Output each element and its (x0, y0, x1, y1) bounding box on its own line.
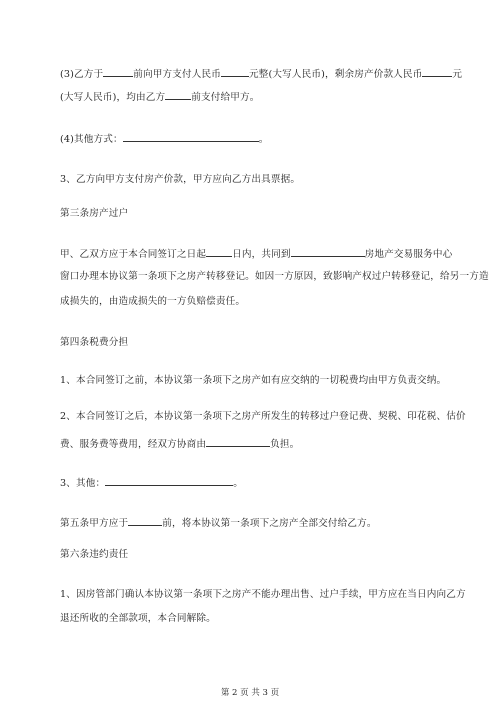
blank-field[interactable] (128, 515, 162, 526)
paragraph-receipt (60, 173, 440, 187)
text-segment: (3)乙方于 (60, 69, 104, 80)
blank-field[interactable] (105, 475, 233, 486)
paragraph-other-method (60, 131, 440, 147)
text-segment: 2、本合同签订之后，本协议第一条项下之房产所发生的转移过户登记费、契税、印花税、估价 (60, 411, 466, 422)
blank-field[interactable] (206, 436, 270, 447)
paragraph-transfer-cont2 (60, 295, 440, 309)
text-segment: 费、服务费等费用，经双方协商由 (60, 439, 207, 450)
text-segment: 前支付给甲方。 (191, 92, 260, 103)
section-heading-breach (60, 548, 440, 562)
page-number-footer: 第 2 页 共 3 页 (220, 688, 280, 698)
blank-field[interactable] (206, 246, 232, 257)
paragraph-payment-3-cont (60, 89, 440, 105)
text-segment: 。 (258, 134, 269, 145)
text-segment: 元 (452, 69, 463, 80)
text-segment: 1、因房管部门确认本协议第一条项下之房产不能办理出售、过户手续，甲方应在当日内向乙方 (60, 589, 466, 600)
paragraph-tax-3 (60, 475, 440, 491)
section-heading: 第四条税费分担 (60, 337, 129, 348)
section-heading-delivery (60, 515, 440, 531)
text-segment: 房地产交易服务中心 (364, 249, 453, 260)
text-segment: 元整(大写人民币)，剩余房产价款人民币 (248, 69, 423, 80)
blank-field[interactable] (422, 66, 452, 77)
blank-field[interactable] (165, 89, 191, 100)
paragraph-transfer (60, 246, 453, 262)
blank-field[interactable] (221, 66, 249, 77)
text-segment: 前向甲方支付人民币 (133, 69, 221, 80)
section-heading-tax (60, 336, 440, 350)
text-segment: 前，将本协议第一条项下之房产全部交付给乙方。 (162, 518, 377, 529)
text-segment: 日内，共同到 (232, 249, 291, 260)
section-heading: 第三条房产过户 (60, 208, 129, 219)
text-segment: 1、本合同签订之前，本协议第一条项下之房产如有应交纳的一切税费均由甲方负责交纳。 (60, 375, 447, 386)
text-segment: 甲、乙双方应于本合同签订之日起 (60, 249, 207, 260)
text-segment: 。 (233, 478, 243, 489)
text-segment: 负担。 (270, 439, 300, 450)
text-segment: 退还所收的全部款项，本合同解除。 (60, 613, 216, 624)
section-heading: 第六条违约责任 (60, 549, 129, 560)
blank-field[interactable] (291, 246, 365, 257)
blank-field[interactable] (123, 131, 259, 142)
paragraph-tax-2 (60, 410, 466, 424)
text-segment: 3、其他： (60, 478, 106, 489)
text-segment: 第五条甲方应于 (60, 518, 129, 529)
paragraph-tax-1 (60, 374, 447, 388)
text-segment: 3、乙方向甲方支付房产价款，甲方应向乙方出具票据。 (60, 174, 301, 185)
paragraph-tax-2-cont (60, 436, 440, 452)
text-segment: (4)其他方式： (60, 134, 123, 145)
paragraph-payment-3 (60, 66, 463, 82)
blank-field[interactable] (103, 66, 133, 77)
text-segment: 成损失的，由造成损失的一方负赔偿责任。 (60, 296, 246, 307)
paragraph-breach-1-cont (60, 612, 440, 626)
text-segment: 窗口办理本协议第一条项下之房产转移登记。如因一方原因，致影响产权过户转移登记，给另一方造 (60, 271, 489, 282)
paragraph-breach-1 (60, 588, 466, 602)
section-heading-transfer (60, 207, 440, 221)
paragraph-transfer-cont (60, 270, 489, 284)
text-segment: (大写人民币)，均由乙方 (60, 92, 166, 103)
